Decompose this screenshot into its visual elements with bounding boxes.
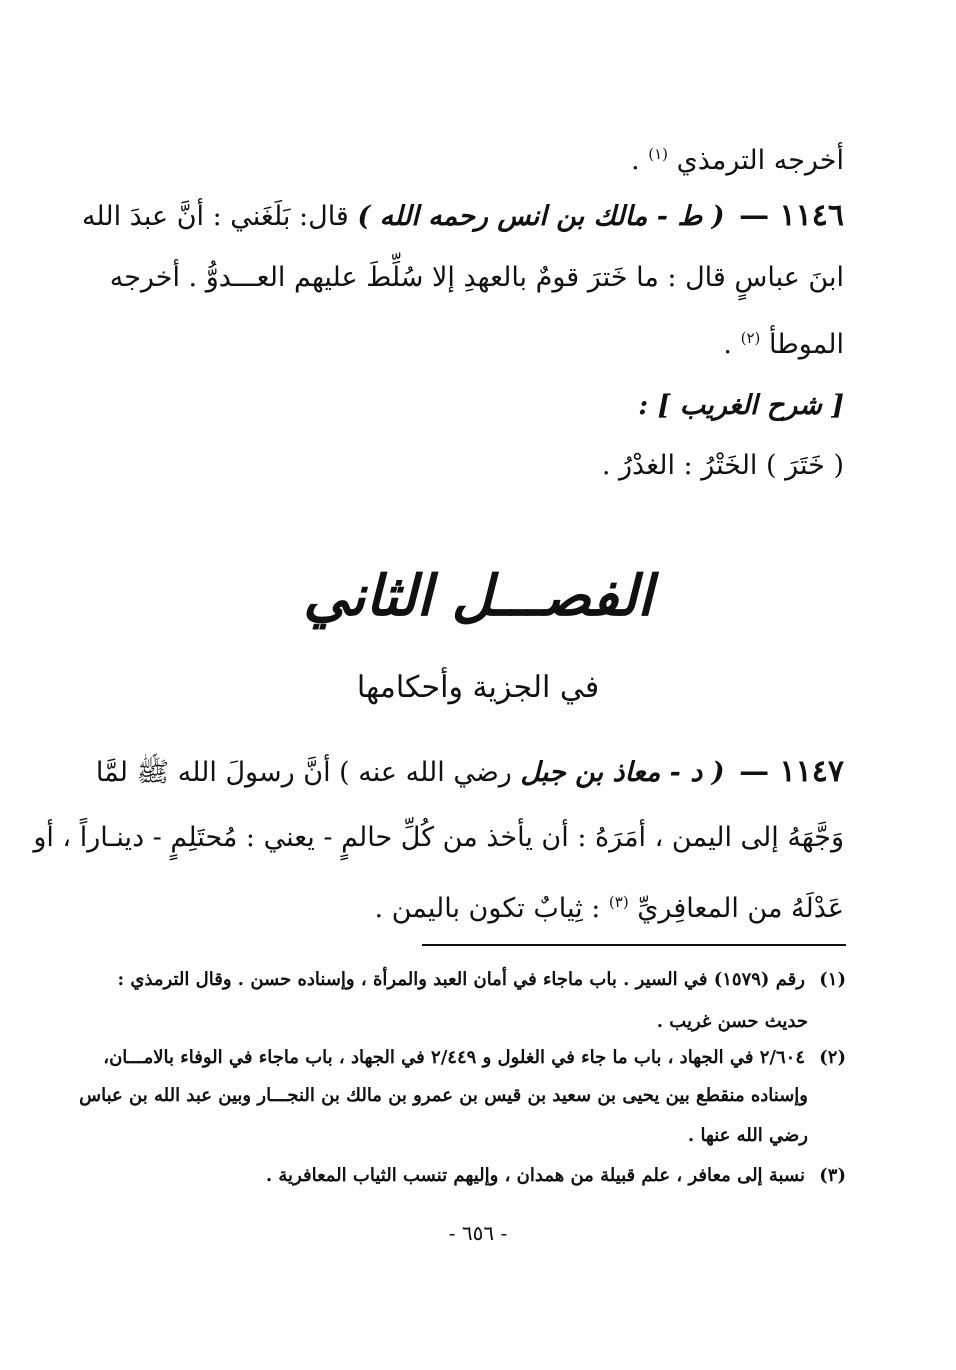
page-number: - ٦٥٦ - bbox=[448, 1221, 508, 1245]
chapter-subtitle: في الجزية وأحكامها bbox=[356, 670, 600, 705]
footnote-3-line-1 bbox=[110, 1162, 846, 1190]
footnote-2-line-2 bbox=[79, 1082, 808, 1110]
footnote-2-text-2: وإسناده منقطع بين يحيى بن سعيد بن قيس بن عمرو بن مالك بن النجـــار وبين عبد الله بن عباس bbox=[79, 1085, 808, 1106]
chapter-title: الفصـــل الثاني bbox=[303, 563, 653, 629]
tirmidhi-line bbox=[112, 134, 844, 181]
hadith-1147-text-2: وَجَّهَهُ إلى اليمن ، أمَرَهُ : أن يأخذ من كُلِّ حالمٍ - يعني : مُحتَلِمٍ - دينـاراً ، أو bbox=[33, 822, 844, 853]
footnote-2-line-1 bbox=[103, 1044, 846, 1072]
footnote-2-text-3: رضي الله عنها . bbox=[687, 1125, 808, 1146]
footnote-2-line-3 bbox=[110, 1122, 808, 1150]
hadith-1147-line-1 bbox=[95, 752, 844, 793]
footnote-ref-3: (٣) bbox=[608, 893, 629, 911]
footnote-2-text-1: ٢/٦٠٤ في الجهاد ، باب ما جاء في الغلول و ٢/٤٤٩ في الجهاد ، باب ماجاء في الوفاء بالامـــان، bbox=[103, 1047, 805, 1068]
footnote-1-line-1 bbox=[110, 966, 846, 994]
footnote-2-number: (٢) bbox=[819, 1047, 846, 1068]
gloss-heading bbox=[112, 386, 844, 426]
hadith-1147-text-3: عَدْلَهُ من المعافِريِّ bbox=[637, 893, 844, 924]
footnote-3-text-1: نسبة إلى معافر ، علم قبيلة من همدان ، وإليهم تنسب الثياب المعافرية . bbox=[265, 1165, 805, 1186]
hadith-1147-end: : ثِيابٌ تكون باليمن . bbox=[374, 893, 601, 924]
hadith-1147-line-2 bbox=[33, 818, 844, 858]
hadith-1146-text-3: الموطأ bbox=[768, 329, 844, 360]
tirmidhi-text: أخرجه الترمذي bbox=[676, 145, 844, 176]
tirmidhi-end: . bbox=[631, 145, 640, 176]
footnote-1-line-2 bbox=[110, 1008, 808, 1036]
footnote-1-text-1: رقم (١٥٧٩) في السير . باب ماجاء في أمان العبد والمرأة ، وإسناده حسن . وقال الترمذي : bbox=[117, 969, 805, 990]
hadith-1146-line-1 bbox=[81, 196, 844, 237]
hadith-1146-end: . bbox=[723, 329, 733, 360]
footnote-1-text-2: حديث حسن غريب . bbox=[656, 1011, 808, 1032]
hadith-1146-text-1: قال: بَلَغَني : أنَّ عبدَ الله bbox=[81, 201, 349, 232]
hadith-1147-number: ١١٤٧ — bbox=[739, 754, 844, 789]
hadith-1146-text-2: ابنَ عباسٍ قال : ما خَترَ قومٌ بالعهدِ إلا سُلِّطَ عليهم العـــدوُّ . أخرجه bbox=[109, 262, 844, 293]
hadith-1146-line-2 bbox=[109, 258, 844, 298]
gloss-text: ( خَتَرَ ) الخَتْرُ : الغدْرُ . bbox=[601, 450, 844, 481]
footnote-1-number: (١) bbox=[819, 969, 846, 990]
hadith-1146-number: ١١٤٦ — bbox=[739, 198, 844, 233]
gloss-heading-text: [ شرح الغريب ] : bbox=[638, 390, 844, 421]
hadith-1147-line-3 bbox=[112, 882, 844, 929]
footnote-ref-2: (٢) bbox=[740, 329, 761, 347]
hadith-1146-source: ( ط - مالك بن انس رحمه الله ) bbox=[357, 201, 725, 232]
gloss-line bbox=[112, 446, 844, 486]
footnote-separator bbox=[422, 944, 846, 946]
hadith-1147-source: ( د - معاذ بن جبل bbox=[520, 757, 725, 788]
footnote-3-number: (٣) bbox=[819, 1165, 846, 1186]
footnote-ref-1: (١) bbox=[648, 145, 669, 163]
hadith-1147-text-1: رضي الله عنه ) أنَّ رسولَ الله ﷺ لمَّا bbox=[95, 757, 512, 788]
hadith-1146-line-3 bbox=[112, 318, 844, 365]
